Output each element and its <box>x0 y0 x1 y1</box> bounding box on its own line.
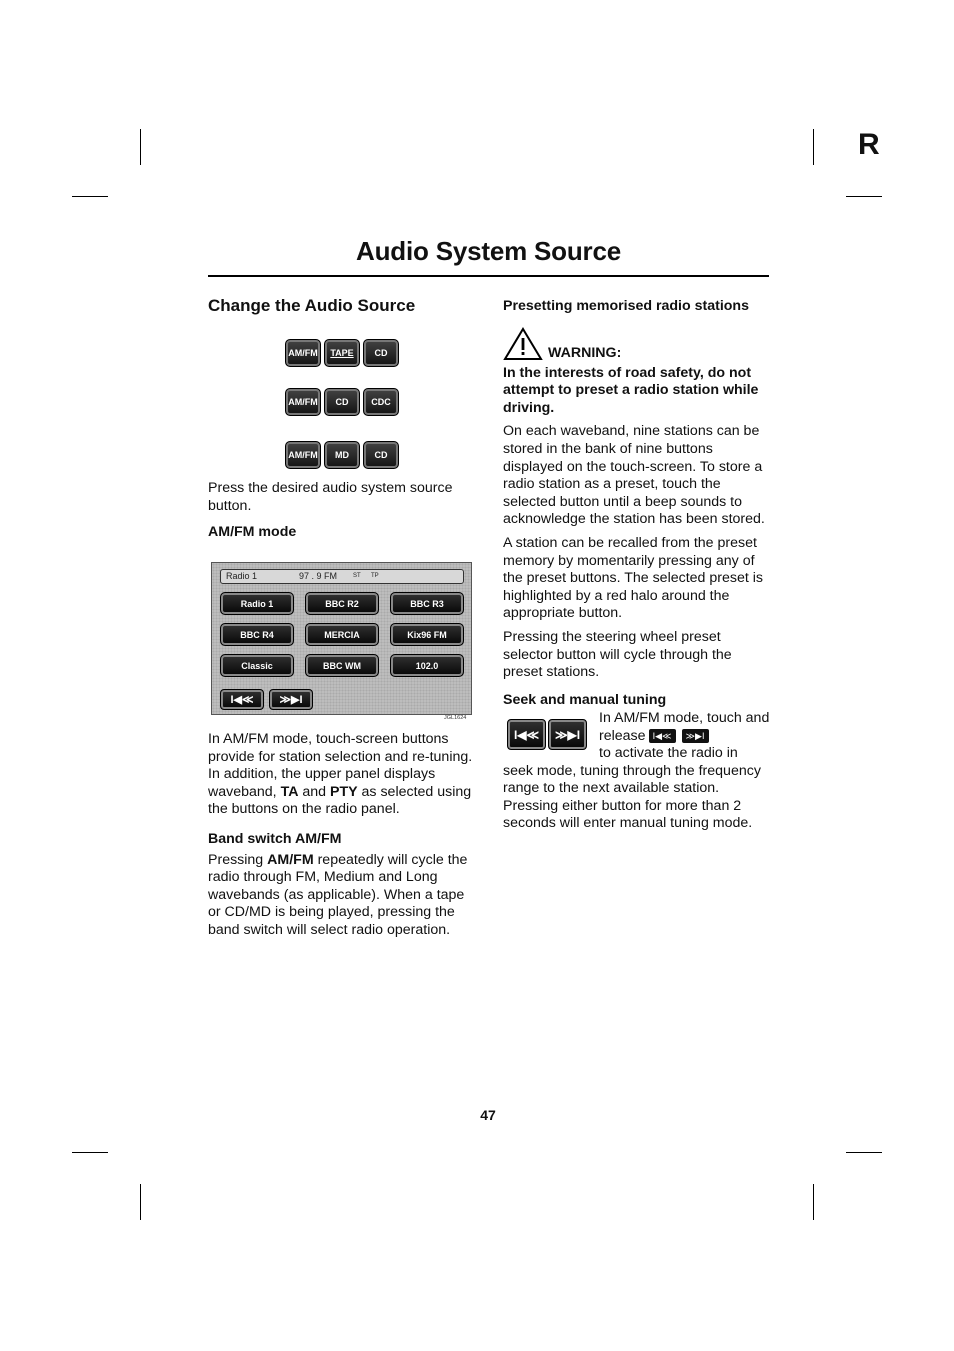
cdc-button[interactable]: CDC <box>363 388 399 416</box>
preset-heading: Presetting memorised radio stations <box>503 298 749 314</box>
band-text-b: repeatedly will cycle the radio through FM, Medium and Long wavebands (as applicable). When a tape or CD/MD is being played, pressing the band switch will select radio operation. <box>208 851 468 938</box>
seek-up-button[interactable]: ≫▶I <box>548 719 587 750</box>
preset-button[interactable]: Classic <box>220 654 294 677</box>
right-text <box>503 345 771 712</box>
warning-label: WARNING: <box>548 345 622 361</box>
source-row-1 <box>285 339 399 367</box>
preset-button[interactable]: BBC WM <box>305 654 379 677</box>
left-heading-wrap <box>208 297 473 321</box>
crop-mark <box>72 196 108 197</box>
band-paragraph <box>208 852 474 940</box>
cd-button[interactable]: CD <box>324 388 360 416</box>
crop-mark <box>846 1152 882 1153</box>
cd-button[interactable]: CD <box>363 339 399 367</box>
display-tp: TP <box>371 573 379 579</box>
title-rule <box>208 275 769 277</box>
preset-button[interactable]: MERCIA <box>305 623 379 646</box>
left-text-1 <box>208 480 474 548</box>
right-heading-wrap <box>503 298 771 322</box>
seek-text-b: to activate the radio in seek mode, tuning through the frequency range to the next available station. Pressing either button for more than 2 seconds will enter manual tuning mode. <box>503 745 761 832</box>
preset-paragraph-1: On each waveband, nine stations can be stored in the bank of nine buttons displayed on the touch-screen. To store a radio station as a preset, touch the selected button until a beep sounds to acknowledge the station has been stored. <box>503 423 765 528</box>
figure-code: JGL1624 <box>444 715 467 721</box>
crop-mark <box>72 1152 108 1153</box>
amfm-text-a: In AM/FM mode, touch-screen buttons provide for station selection and re-tuning. In addition, the upper panel displays waveband, <box>208 731 473 800</box>
preset-button[interactable]: BBC R2 <box>305 592 379 615</box>
seek-text-main <box>503 745 771 833</box>
page-title: Audio System Source <box>356 236 621 266</box>
seek-text-side <box>599 710 771 745</box>
preset-button[interactable]: BBC R3 <box>390 592 464 615</box>
radio-screen <box>211 562 472 715</box>
tape-button[interactable]: TAPE <box>324 339 360 367</box>
press-text: Press the desired audio system source button. <box>208 480 453 514</box>
band-amfm: AM/FM <box>267 851 314 868</box>
amfm-button[interactable]: AM/FM <box>285 339 321 367</box>
crop-mark <box>813 1184 814 1220</box>
display-st: ST <box>353 573 361 579</box>
amfm-button[interactable]: AM/FM <box>285 388 321 416</box>
amfm-paragraph <box>208 731 474 819</box>
warning-text: In the interests of road safety, do not attempt to preset a radio station while driving. <box>503 364 759 416</box>
radio-display-bar <box>220 569 464 584</box>
band-text-a: Pressing <box>208 851 268 868</box>
source-row-2 <box>285 388 399 416</box>
seek-up-button[interactable]: ≫▶I <box>269 689 313 710</box>
amfm-text-b: as selected using the buttons on the radio panel. <box>208 783 472 818</box>
preset-paragraph-3: Pressing the steering wheel preset selector button will cycle through the preset stations. <box>503 628 732 681</box>
preset-button[interactable]: Kix96 FM <box>390 623 464 646</box>
seek-down-button[interactable]: I◀≪ <box>220 689 264 710</box>
seek-heading: Seek and manual tuning <box>503 691 667 708</box>
preset-button[interactable]: 102.0 <box>390 654 464 677</box>
change-source-heading: Change the Audio Source <box>208 296 416 315</box>
amfm-ta: TA <box>280 783 299 800</box>
amfm-pty: PTY <box>330 783 358 800</box>
cd-button[interactable]: CD <box>363 441 399 469</box>
source-row-3 <box>285 441 399 469</box>
seek-down-button[interactable]: I◀≪ <box>507 719 546 750</box>
crop-mark <box>813 129 814 165</box>
crop-mark <box>140 1184 141 1220</box>
seek-text-a: In AM/FM mode, touch and release <box>599 710 770 744</box>
seek-up-inline-icon: ≫▶I <box>682 729 709 743</box>
left-text-2 <box>208 731 474 946</box>
display-station: Radio 1 <box>226 571 258 581</box>
seek-down-inline-icon: I◀≪ <box>649 729 676 743</box>
display-frequency: 97 . 9 FM <box>299 571 338 581</box>
section-letter: R <box>858 128 880 161</box>
page-number: 47 <box>480 1107 496 1123</box>
amfm-and: and <box>298 783 330 800</box>
preset-paragraph-2: A station can be recalled from the preset memory by momentarily pressing any of the preset buttons. The selected preset is highlighted by a red halo around the appropriate button. <box>503 534 763 622</box>
preset-button[interactable]: Radio 1 <box>220 592 294 615</box>
crop-mark <box>140 129 141 165</box>
preset-button[interactable]: BBC R4 <box>220 623 294 646</box>
md-button[interactable]: MD <box>324 441 360 469</box>
amfm-heading: AM/FM mode <box>208 524 297 541</box>
crop-mark <box>846 196 882 197</box>
amfm-button[interactable]: AM/FM <box>285 441 321 469</box>
band-heading: Band switch AM/FM <box>208 830 342 847</box>
